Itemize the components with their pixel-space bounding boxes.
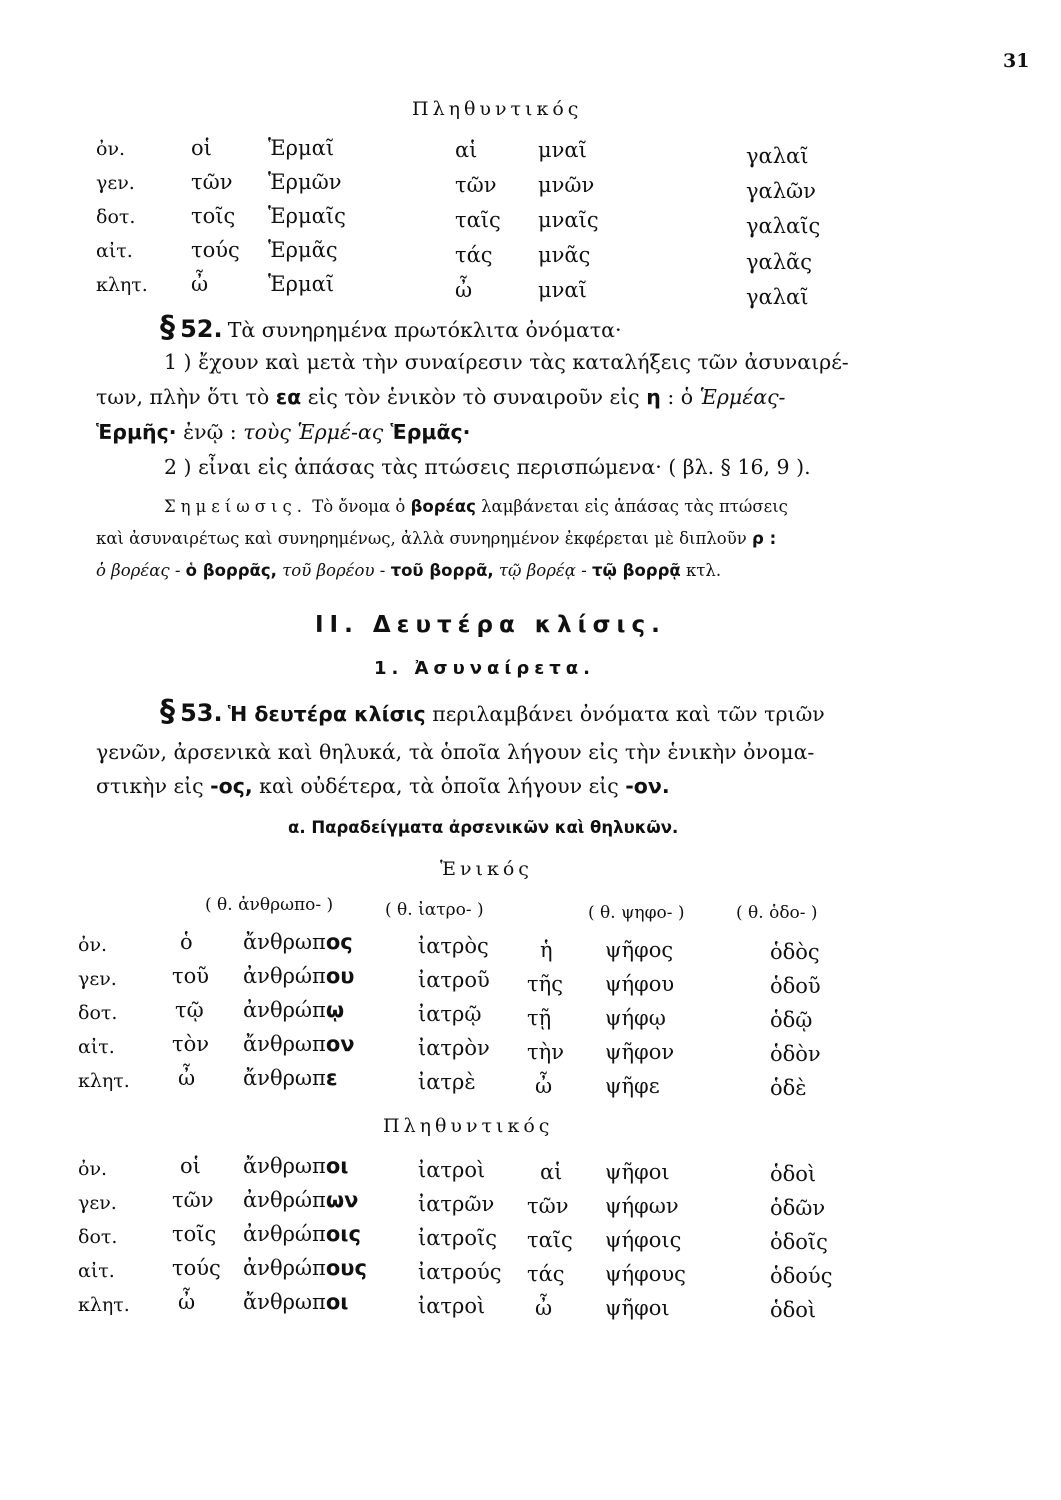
article: τοῖς <box>172 1222 217 1246</box>
word: Ἑρμῶν <box>268 170 342 194</box>
word: ἀνθρώπου <box>243 964 355 988</box>
word: ἄνθρωπε <box>243 1066 338 1090</box>
article: τοῦ <box>172 964 210 988</box>
word: ἄνθρωποι <box>243 1154 349 1178</box>
paragraph-line: 1 ) ἔχουν καὶ μετὰ τὴν συναίρεσιν τὰς καταλήξεις τῶν ἀσυναιρέ- <box>164 350 849 374</box>
word: ὁδούς <box>770 1264 833 1288</box>
article: τάς <box>527 1262 565 1286</box>
word: γαλᾶς <box>746 250 812 274</box>
word: ψήφους <box>605 1262 686 1286</box>
section-number: 53. <box>180 699 223 727</box>
case-label: κλητ. <box>78 1294 130 1316</box>
article: τῶν <box>172 1188 214 1212</box>
case-label: δοτ. <box>78 1002 118 1024</box>
article: τὸν <box>172 1032 210 1056</box>
plural-header: Πληθυντικός <box>412 98 583 120</box>
article: τούς <box>172 1256 221 1280</box>
article: ὦ <box>535 1074 553 1098</box>
paragraph-line: στικὴν εἰς -ος, καὶ οὐδέτερα, τὰ ὁποῖα λήγουν εἰς -ον. <box>96 774 670 798</box>
word: ἰατρούς <box>418 1260 502 1284</box>
word: ψῆφοι <box>605 1160 670 1184</box>
section-intro: Τὰ συνηρημένα πρωτόκλιτα ὀνόματα· <box>227 318 622 342</box>
word: ὁδοὶ <box>770 1162 817 1186</box>
stem-label: ( θ. ἰατρο- ) <box>385 900 484 920</box>
word: μναῖς <box>538 208 599 232</box>
stem-label: ( θ. ψηφο- ) <box>588 903 685 923</box>
article: ταῖς <box>455 208 501 232</box>
word: ψήφοις <box>605 1228 682 1252</box>
section-52-heading <box>160 310 622 345</box>
case-label: ὀν. <box>96 138 126 160</box>
case-label: γεν. <box>78 968 117 990</box>
page-number: 31 <box>1003 50 1030 72</box>
article: ὦ <box>535 1296 553 1320</box>
article: ταῖς <box>527 1228 573 1252</box>
article: τῶν <box>455 173 497 197</box>
paragraph-line: γενῶν, ἀρσενικὰ καὶ θηλυκά, τὰ ὁποῖα λήγουν εἰς τὴν ἑνικὴν ὀνομα- <box>96 740 815 764</box>
word: ὁδὸς <box>770 940 820 964</box>
article: ἡ <box>540 938 553 962</box>
article: ὁ <box>180 930 193 954</box>
word: ὁδοῖς <box>770 1230 828 1254</box>
word: Ἑρμαῖς <box>268 204 346 228</box>
article: ὦ <box>455 278 473 302</box>
word: ψῆφε <box>605 1074 660 1098</box>
case-label: γεν. <box>78 1192 117 1214</box>
word: μνᾶς <box>538 243 591 267</box>
stem-label: ( θ. ἀνθρωπο- ) <box>205 895 334 915</box>
article: τῶν <box>527 1194 569 1218</box>
section-number: 52. <box>180 315 223 343</box>
word: ἰατροῖς <box>418 1226 498 1250</box>
word: ἀνθρώπῳ <box>243 998 345 1022</box>
case-label: αἰτ. <box>78 1260 115 1282</box>
word: ἰατρὲ <box>418 1070 476 1094</box>
word: ἰατροὶ <box>418 1158 486 1182</box>
word: Ἑρμαῖ <box>268 272 335 296</box>
word: μναῖ <box>538 278 587 302</box>
article: οἱ <box>191 136 212 160</box>
word: ὁδῶν <box>770 1196 826 1220</box>
word: ἰατρὸν <box>418 1036 490 1060</box>
paragraph-line: των, πλὴν ὅτι τὸ εα εἰς τὸν ἑνικὸν τὸ συναιροῦν εἰς η : ὁ Ἑρμέας- <box>96 385 786 409</box>
article: τάς <box>455 243 493 267</box>
word: ἰατρῷ <box>418 1002 482 1026</box>
word: ἄνθρωποι <box>243 1290 349 1314</box>
word: ὁδοὶ <box>770 1298 817 1322</box>
word: γαλαῖ <box>746 144 809 168</box>
chapter-heading: ΙΙ. Δευτέρα κλίσις. <box>315 612 666 638</box>
word: ἀνθρώπων <box>243 1188 359 1212</box>
note-line: καὶ ἀσυναιρέτως καὶ συνηρημένως, ἀλλὰ συνηρημένον ἐκφέρεται μὲ διπλοῦν ρ : <box>96 529 777 548</box>
word: ἄνθρωπον <box>243 1032 355 1056</box>
word: ψῆφον <box>605 1040 675 1064</box>
article: τοῖς <box>191 204 236 228</box>
case-label: δοτ. <box>78 1226 118 1248</box>
word: ψῆφοι <box>605 1296 670 1320</box>
case-label: ὀν. <box>78 1158 108 1180</box>
word: ψήφου <box>605 972 675 996</box>
word: ὁδὸν <box>770 1042 821 1066</box>
word: ψήφων <box>605 1194 679 1218</box>
paragraph-line: 2 ) εἶναι εἰς ἁπάσας τὰς πτώσεις περισπώμενα· ( βλ. § 16, 9 ). <box>164 455 811 479</box>
article: τῷ <box>175 998 204 1022</box>
word: ἰατροῦ <box>418 968 490 992</box>
case-label: κλητ. <box>78 1070 130 1092</box>
article: ὦ <box>178 1290 196 1314</box>
word: γαλαῖς <box>746 214 821 238</box>
word: μνῶν <box>538 173 595 197</box>
case-label: κλητ. <box>96 274 148 296</box>
article: ὦ <box>191 272 209 296</box>
note-line: Σημείωσις. Τὸ ὄνομα ὁ βορέας λαμβάνεται εἰς ἁπάσας τὰς πτώσεις <box>164 497 788 516</box>
article: αἱ <box>455 138 478 162</box>
note-line: ὁ βορέας - ὁ βορρᾶς, τοῦ βορέου - τοῦ βορρᾶ, τῷ βορέᾳ - τῷ βορρᾷ κτλ. <box>96 561 722 580</box>
plural-header: Πληθυντικός <box>383 1115 554 1137</box>
word: ἄνθρωπος <box>243 930 353 954</box>
article: αἱ <box>540 1160 563 1184</box>
stem-label: ( θ. ὁδο- ) <box>736 903 818 923</box>
word: ψῆφος <box>605 938 674 962</box>
article: τῆς <box>527 972 563 996</box>
article: τούς <box>191 238 240 262</box>
section-symbol: § <box>160 310 175 345</box>
article: τῶν <box>191 170 233 194</box>
word: γαλῶν <box>746 179 816 203</box>
case-label: δοτ. <box>96 206 136 228</box>
article: τὴν <box>527 1040 564 1064</box>
paragraph-line: Ἑρμῆς· ἐνῷ : τοὺς Ἑρμέ-ας Ἑρμᾶς· <box>96 420 471 444</box>
word: Ἑρμαῖ <box>268 136 335 160</box>
word: ἰατρῶν <box>418 1192 495 1216</box>
case-label: ὀν. <box>78 934 108 956</box>
word: ψήφῳ <box>605 1006 666 1030</box>
word: Ἑρμᾶς <box>268 238 338 262</box>
section-53-heading: § 53. Ἡ δευτέρα κλίσις περιλαμβάνει ὀνόματα καὶ τῶν τριῶν <box>160 694 825 729</box>
word: ὁδῷ <box>770 1008 813 1032</box>
case-label: αἰτ. <box>96 240 133 262</box>
word: ἰατρὸς <box>418 934 489 958</box>
singular-header: Ἑνικός <box>440 858 533 880</box>
word: ἀνθρώποις <box>243 1222 361 1246</box>
word: ὁδὲ <box>770 1076 807 1100</box>
article: τῇ <box>527 1006 552 1030</box>
article: ὦ <box>178 1066 196 1090</box>
word: ἰατροὶ <box>418 1294 486 1318</box>
note-label: Σημείωσις. <box>164 497 307 516</box>
case-label: αἰτ. <box>78 1036 115 1058</box>
section-symbol: § <box>160 694 175 729</box>
word: γαλαῖ <box>746 285 809 309</box>
word: ὁδοῦ <box>770 974 821 998</box>
article: οἱ <box>180 1154 201 1178</box>
subsection-heading: 1. Ἀσυναίρετα. <box>374 658 595 679</box>
examples-heading: α. Παραδείγματα ἀρσενικῶν καὶ θηλυκῶν. <box>288 818 679 837</box>
case-label: γεν. <box>96 172 135 194</box>
word: μναῖ <box>538 138 587 162</box>
word: ἀνθρώπους <box>243 1256 367 1280</box>
